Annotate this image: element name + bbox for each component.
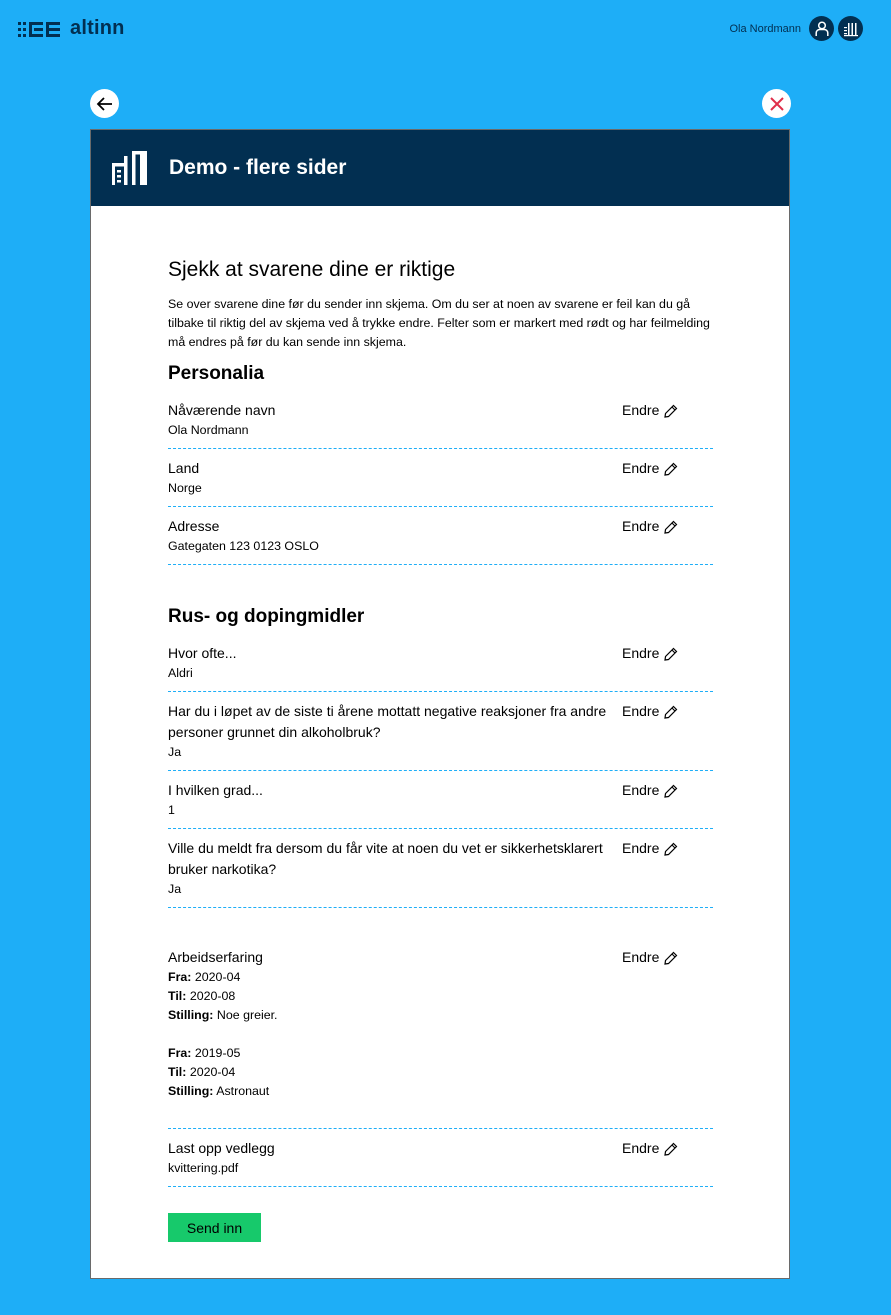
form-title: Demo - flere sider bbox=[169, 156, 347, 179]
user-menu[interactable] bbox=[729, 16, 863, 41]
edit-button[interactable] bbox=[622, 643, 678, 664]
work-entry-to: Til: 2020-08 bbox=[168, 989, 236, 1003]
edit-label: Endre bbox=[622, 645, 660, 661]
question-label: Arbeidserfaring bbox=[168, 949, 263, 965]
form-card bbox=[90, 129, 790, 1279]
altinn-logo-icon bbox=[18, 20, 62, 38]
summary-content bbox=[168, 256, 713, 1187]
edit-button[interactable] bbox=[622, 701, 678, 722]
summary-row bbox=[168, 1138, 713, 1187]
answer-value: Gategaten 123 0123 OSLO bbox=[168, 539, 319, 553]
work-entry-from: Fra: 2019-05 bbox=[168, 1046, 241, 1060]
summary-row bbox=[168, 516, 713, 565]
section-title-personalia: Personalia bbox=[168, 363, 265, 384]
edit-label: Endre bbox=[622, 1140, 660, 1156]
edit-label: Endre bbox=[622, 703, 660, 719]
summary-row-work bbox=[168, 947, 713, 1129]
edit-button[interactable] bbox=[622, 838, 678, 859]
organization-icon[interactable] bbox=[838, 16, 863, 41]
summary-row bbox=[168, 458, 713, 507]
pencil-icon bbox=[664, 705, 678, 719]
close-button[interactable] bbox=[762, 89, 791, 118]
person-icon[interactable] bbox=[809, 16, 834, 41]
work-entry-position: Stilling: Astronaut bbox=[168, 1084, 270, 1098]
edit-label: Endre bbox=[622, 949, 660, 965]
question-label: Land bbox=[168, 460, 200, 476]
edit-label: Endre bbox=[622, 402, 660, 418]
section-title-rus: Rus- og dopingmidler bbox=[168, 606, 365, 627]
submit-button[interactable]: Send inn bbox=[168, 1213, 261, 1242]
pencil-icon bbox=[664, 784, 678, 798]
attachment-filename: kvittering.pdf bbox=[168, 1161, 239, 1175]
edit-button[interactable] bbox=[622, 400, 678, 421]
question-label: Ville du meldt fra dersom du får vite at noen du vet er sikkerhetsklarert bruker narkotika? bbox=[168, 840, 603, 877]
edit-button[interactable] bbox=[622, 1138, 678, 1159]
altinn-logo[interactable] bbox=[18, 17, 125, 40]
top-bar bbox=[0, 0, 891, 56]
edit-button[interactable] bbox=[622, 780, 678, 801]
question-label: I hvilken grad... bbox=[168, 782, 263, 798]
edit-label: Endre bbox=[622, 460, 660, 476]
answer-value: Aldri bbox=[168, 666, 193, 680]
back-button[interactable] bbox=[90, 89, 119, 118]
pencil-icon bbox=[664, 1142, 678, 1156]
pencil-icon bbox=[664, 462, 678, 476]
summary-row bbox=[168, 701, 713, 771]
question-label: Last opp vedlegg bbox=[168, 1140, 275, 1156]
edit-button[interactable] bbox=[622, 458, 678, 479]
answer-value: Ola Nordmann bbox=[168, 423, 249, 437]
answer-value: Norge bbox=[168, 481, 202, 495]
answer-value: 1 bbox=[168, 803, 175, 817]
edit-button[interactable] bbox=[622, 516, 678, 537]
work-entry-from: Fra: 2020-04 bbox=[168, 970, 241, 984]
question-label: Har du i løpet av de siste ti årene mottatt negative reaksjoner fra andre personer grunnet din alkoholbruk? bbox=[168, 703, 607, 740]
arrow-left-icon bbox=[96, 96, 114, 112]
organization-icon bbox=[112, 151, 148, 185]
pencil-icon bbox=[664, 951, 678, 965]
page-title: Sjekk at svarene dine er riktige bbox=[168, 258, 456, 281]
summary-row bbox=[168, 643, 713, 692]
intro-text: Se over svarene dine før du sender inn skjema. Om du ser at noen av svarene er feil kan du gå tilbake til riktig del av skjema ved å trykke endre. Felter som er markert med rødt og har feilmelding må endres på før du kan sende inn skjema. bbox=[168, 297, 710, 349]
summary-row bbox=[168, 400, 713, 449]
work-entry-position: Stilling: Noe greier. bbox=[168, 1008, 278, 1022]
question-label: Adresse bbox=[168, 518, 220, 534]
edit-label: Endre bbox=[622, 518, 660, 534]
question-label: Hvor ofte... bbox=[168, 645, 237, 661]
work-entry-to: Til: 2020-04 bbox=[168, 1065, 236, 1079]
pencil-icon bbox=[664, 404, 678, 418]
edit-label: Endre bbox=[622, 840, 660, 856]
pencil-icon bbox=[664, 647, 678, 661]
close-icon bbox=[769, 96, 785, 112]
pencil-icon bbox=[664, 842, 678, 856]
summary-row bbox=[168, 780, 713, 829]
altinn-logo-text: altinn bbox=[70, 17, 125, 39]
summary-row bbox=[168, 838, 713, 908]
answer-value: Ja bbox=[168, 745, 182, 759]
edit-button[interactable] bbox=[622, 947, 678, 968]
question-label: Nåværende navn bbox=[168, 402, 276, 418]
edit-label: Endre bbox=[622, 782, 660, 798]
form-header bbox=[91, 130, 789, 206]
pencil-icon bbox=[664, 520, 678, 534]
answer-value: Ja bbox=[168, 882, 182, 896]
user-name: Ola Nordmann bbox=[729, 22, 801, 35]
